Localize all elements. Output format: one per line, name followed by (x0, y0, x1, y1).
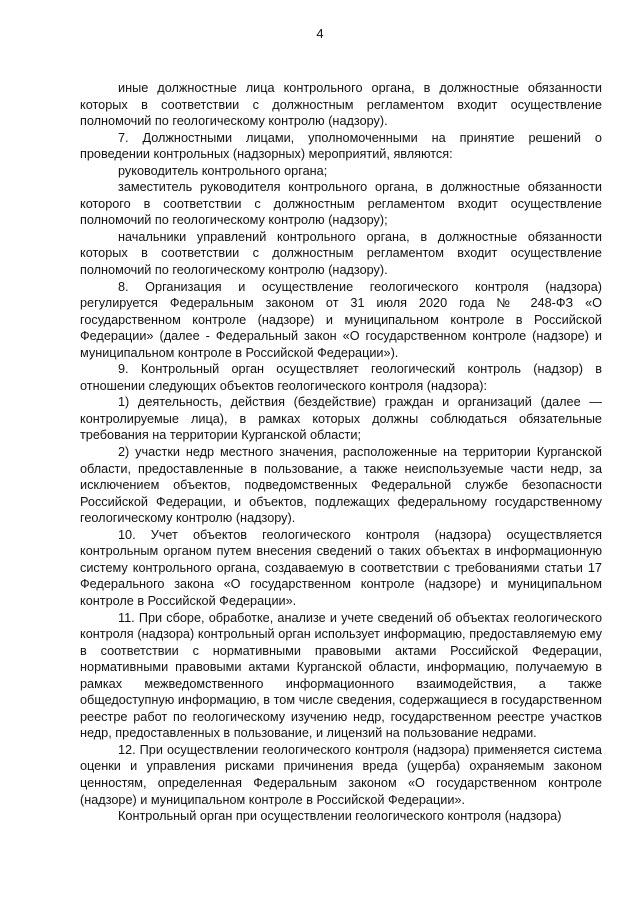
paragraph-item-8: 8. Организация и осуществление геологического контроля (надзора) регулируется Федеральным законом от 31 июля 2020 года № 248-ФЗ «О государственном контроле (надзоре) и муниципальном контроле в Российской Федерации» (далее - Федеральный закон «О государственном контроле (надзоре) и муниципальном контроле в Российской Федерации»). (80, 279, 602, 360)
paragraph-item-9: 9. Контрольный орган осуществляет геологический контроль (надзор) в отношении следующих объектов геологического контроля (надзора): (80, 362, 602, 393)
paragraph-deputy-head: заместитель руководителя контрольного органа, в должностные обязанности которого в соответствии с должностным регламентом входит осуществление полномочий по геологическому контролю (надзору); (80, 180, 602, 228)
paragraph-item-7: 7. Должностными лицами, уполномоченными на принятие решений о проведении контрольных (надзорных) мероприятий, являются: (80, 130, 602, 162)
paragraph-item-9-1: 1) деятельность, действия (бездействие) граждан и организаций (далее — контролируемые лица), в рамках которых должны соблюдаться обязательные требования на территории Курганской области; (80, 395, 602, 443)
page-number: 4 (316, 26, 324, 41)
paragraph-item-12: 12. При осуществлении геологического контроля (надзора) применяется система оценки и управления рисками причинения вреда (ущерба) охраняемым законом ценностям, определенная Федеральным законом «О государственном контроле (надзоре) и муниципальном контроле в Российской Федерации». (80, 742, 602, 807)
paragraph-control-body-continued: Контрольный орган при осуществлении геологического контроля (надзора) (118, 809, 562, 824)
paragraph-head-of-body: руководитель контрольного органа; (118, 163, 328, 178)
paragraph-officials-continued: иные должностные лица контрольного органа, в должностные обязанности которых в соответствии с должностным регламентом входит осуществление полномочий по геологическому контролю (надзору). (80, 81, 602, 129)
paragraph-item-10: 10. Учет объектов геологического контроля (надзора) осуществляется контрольным органом путем внесения сведений о таких объектах в информационную систему контрольного органа, создаваемую в соответствии с требованиями статьи 17 Федерального закона «О государственном контроле (надзоре) и муниципальном контроле в Российской Федерации». (80, 527, 602, 608)
document-body (80, 80, 602, 825)
paragraph-department-heads: начальники управлений контрольного органа, в должностные обязанности которых в соответствии с должностным регламентом входит осуществление полномочий по геологическому контролю (надзору). (80, 229, 602, 278)
paragraph-item-9-2: 2) участки недр местного значения, расположенные на территории Курганской области, предоставленные в пользование, а также неиспользуемые части недр, за исключением объектов, подведомственных Федеральной службе безопасности Российской Федерации, и объектов, подлежащих федеральному государственному геологическому контролю (надзору). (80, 445, 602, 526)
paragraph-item-11: 11. При сборе, обработке, анализе и учете сведений об объектах геологического контроля (надзора) контрольный орган использует информацию, предоставляемую ему в соответствии с нормативными правовыми актами Российской Федерации, нормативными правовыми актами Курганской области, информацию, получаемую в рамках межведомственного информационного взаимодействия, а также общедоступную информацию, в том числе сведения, содержащиеся в государственном реестре работ по геологическому изучению недр, государственном реестре участков недр, предоставленных в пользование, и лицензий на пользование недрами. (80, 610, 602, 741)
